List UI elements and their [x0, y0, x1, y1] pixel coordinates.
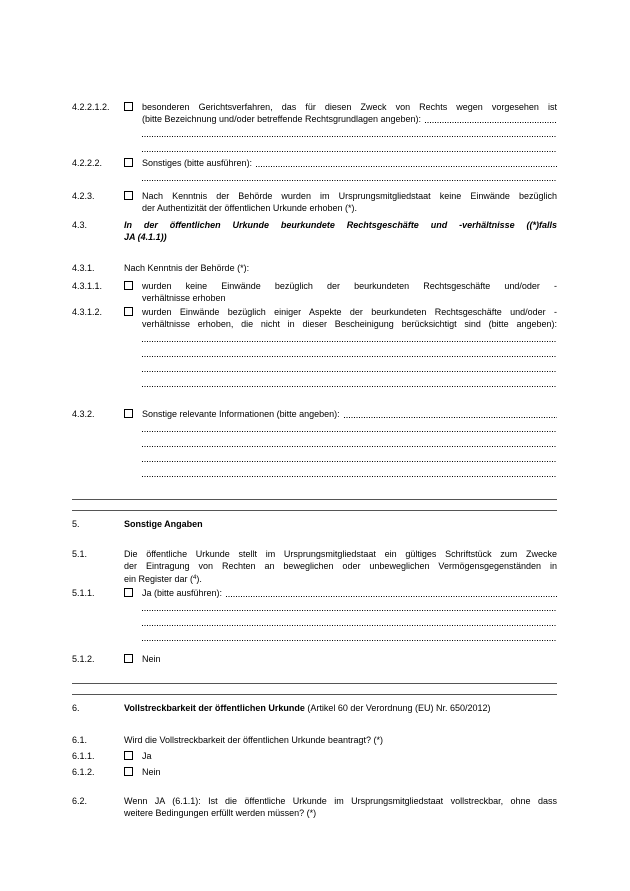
dotted-leader[interactable] — [425, 113, 557, 125]
item-text-line — [142, 653, 557, 665]
checkbox-5-1-2[interactable] — [124, 654, 133, 663]
item-content — [142, 157, 557, 184]
item-number: 4.2.2.1.2. — [72, 102, 110, 112]
dotted-input-line[interactable] — [142, 435, 557, 450]
separator-rule — [72, 683, 557, 684]
item-text-line — [142, 190, 557, 202]
item-content — [124, 518, 557, 530]
item-text: weitere Bedingungen erfüllt werden müssen? (*) — [124, 808, 317, 818]
item-content — [124, 548, 557, 585]
item-number: 4.3.1.1. — [72, 281, 103, 291]
dotted-leader[interactable] — [344, 408, 557, 420]
dotted-input-line[interactable] — [142, 614, 557, 629]
checkbox-4-2-2-2[interactable] — [124, 158, 133, 167]
form-item-4-3-1-1 — [72, 280, 557, 304]
form-item-4-3 — [72, 219, 557, 243]
item-number: 6. — [72, 703, 80, 713]
item-text: (bitte Bezeichnung und/oder betreffende Rechtsgrundlagen angeben): — [142, 114, 422, 124]
separator-rule — [72, 510, 557, 511]
checkbox-cell — [124, 280, 142, 290]
item-text: In der öffentlichen Urkunde beurkundete Rechtsgeschäfte und -verhältnisse ((*)falls — [124, 220, 557, 230]
form-item-6-1 — [72, 734, 557, 746]
checkbox-4-3-1-2[interactable] — [124, 307, 133, 316]
form-item-4-2-3 — [72, 190, 557, 214]
item-text-line — [142, 113, 557, 125]
dotted-input-line[interactable] — [142, 169, 557, 184]
item-text-line — [142, 306, 557, 318]
section-separator — [72, 683, 557, 695]
checkbox-cell — [124, 766, 142, 776]
item-number: 4.3.1. — [72, 263, 95, 273]
item-number: 5. — [72, 519, 80, 529]
form-item-6-1-2 — [72, 766, 557, 778]
item-text-line — [124, 572, 557, 585]
checkbox-cell — [124, 306, 142, 316]
item-text: Sonstige relevante Informationen (bitte angeben): — [142, 409, 340, 419]
item-content — [142, 408, 557, 480]
separator-rule — [72, 499, 557, 500]
item-content — [124, 219, 557, 243]
item-text: Nach Kenntnis der Behörde (*): — [124, 263, 250, 273]
item-content — [142, 587, 557, 644]
item-content — [142, 766, 557, 778]
item-text-line — [124, 807, 557, 819]
item-text-line — [124, 262, 557, 274]
checkbox-6-1-1[interactable] — [124, 751, 133, 760]
form-rows — [72, 101, 557, 819]
item-text: Nein — [142, 654, 161, 664]
dotted-input-line[interactable] — [142, 345, 557, 360]
checkbox-4-3-2[interactable] — [124, 409, 133, 418]
form-item-5-1 — [72, 548, 557, 585]
form-item-6-1-1 — [72, 750, 557, 762]
item-text: wurden Einwände bezüglich einiger Aspekte der beurkundeten Rechtsgeschäfte und/oder - — [142, 307, 557, 317]
checkbox-6-1-2[interactable] — [124, 767, 133, 776]
item-text-line — [142, 280, 557, 292]
form-item-5-1-2 — [72, 653, 557, 665]
checkbox-cell — [124, 190, 142, 200]
checkbox-5-1-1[interactable] — [124, 588, 133, 597]
dotted-input-line[interactable] — [142, 375, 557, 390]
dotted-input-line[interactable] — [142, 330, 557, 345]
item-text-line — [124, 702, 557, 714]
item-number: 5.1.2. — [72, 654, 95, 664]
item-text-line — [142, 750, 557, 762]
checkbox-cell — [124, 653, 142, 663]
checkbox-cell — [124, 408, 142, 418]
item-content — [142, 101, 557, 155]
item-number: 6.2. — [72, 796, 88, 806]
item-text: der Eintragung von Rechten an beweglichen oder unbeweglichen Vermögensgegenständen in — [124, 561, 557, 571]
item-content — [142, 280, 557, 304]
item-content — [142, 306, 557, 390]
form-item-4-2-2-1-2 — [72, 101, 557, 155]
item-content — [124, 702, 557, 714]
form-item-5 — [72, 518, 557, 530]
item-text: besonderen Gerichtsverfahren, das für diesen Zweck von Rechts wegen vorgesehen ist — [142, 102, 557, 112]
dotted-input-line[interactable] — [142, 450, 557, 465]
item-text: Ja — [142, 751, 152, 761]
item-text: Wenn JA (6.1.1): Ist die öffentliche Urkunde im Ursprungsmitgliedstaat vollstreckbar, ohne dass — [124, 796, 557, 806]
section-separator — [72, 499, 557, 511]
item-number: 6.1. — [72, 735, 88, 745]
item-text: Wird die Vollstreckbarkeit der öffentlichen Urkunde beantragt? (*) — [124, 735, 383, 745]
item-text-line — [142, 766, 557, 778]
checkbox-4-3-1-1[interactable] — [124, 281, 133, 290]
dotted-leader[interactable] — [256, 157, 557, 169]
item-text: Sonstige Angaben — [124, 519, 203, 529]
item-text: Vollstreckbarkeit der öffentlichen Urkunde (Artikel 60 der Verordnung (EU) Nr. 650/2012) — [124, 703, 491, 713]
checkbox-cell — [124, 587, 142, 597]
item-text-line — [142, 157, 557, 169]
form-item-6-2 — [72, 795, 557, 819]
item-content — [124, 795, 557, 819]
form-item-6 — [72, 702, 557, 714]
item-number: 4.2.2.2. — [72, 158, 103, 168]
item-text: ein Register dar ($^4$). — [124, 574, 202, 584]
item-text: Die öffentliche Urkunde stellt im Ursprungsmitgliedstaat ein gültiges Schriftstück zum Zwecke — [124, 549, 557, 559]
item-text-line — [124, 795, 557, 807]
item-number: 4.3.2. — [72, 409, 95, 419]
form-item-4-2-2-2 — [72, 157, 557, 184]
item-text-line — [124, 231, 557, 243]
item-content — [142, 653, 557, 665]
dotted-input-line[interactable] — [142, 599, 557, 614]
checkbox-4-2-3[interactable] — [124, 191, 133, 200]
checkbox-cell — [124, 157, 142, 167]
item-text: Nach Kenntnis der Behörde wurden im Ursprungsmitgliedstaat keine Einwände bezüglich — [142, 191, 557, 201]
item-text-line — [124, 518, 557, 530]
item-number: 5.1.1. — [72, 588, 95, 598]
item-text-line — [124, 548, 557, 560]
item-text: Ja (bitte ausführen): — [142, 588, 223, 598]
item-text-line — [142, 292, 557, 304]
item-text: Nein — [142, 767, 161, 777]
item-number: 4.3.1.2. — [72, 307, 103, 317]
checkbox-cell — [124, 750, 142, 760]
item-number: 4.3. — [72, 220, 88, 230]
item-content — [142, 190, 557, 214]
dotted-input-line[interactable] — [142, 140, 557, 155]
item-text-line — [142, 587, 557, 599]
form-item-4-3-1 — [72, 262, 557, 274]
item-number: 6.1.1. — [72, 751, 95, 761]
form-item-4-3-2 — [72, 408, 557, 480]
dotted-input-line[interactable] — [142, 420, 557, 435]
item-text: verhältnisse erhoben — [142, 293, 226, 303]
item-number: 6.1.2. — [72, 767, 95, 777]
item-text-line — [124, 219, 557, 231]
dotted-input-line[interactable] — [142, 125, 557, 140]
checkbox-cell — [124, 101, 142, 111]
item-text: Sonstiges (bitte ausführen): — [142, 158, 253, 168]
item-text-line — [142, 408, 557, 420]
item-text: der Authentizität der öffentlichen Urkunde erhoben (*). — [142, 203, 357, 213]
item-text-line — [142, 101, 557, 113]
item-text-line — [142, 202, 557, 214]
item-text: JA (4.1.1)) — [124, 232, 167, 242]
item-number: 4.2.3. — [72, 191, 95, 201]
dotted-leader[interactable] — [226, 587, 557, 599]
item-content — [124, 734, 557, 746]
item-text: verhältnisse erhoben, die nicht in dieser Bescheinigung berücksichtigt sind (bitte angeben): — [142, 319, 557, 329]
dotted-input-line[interactable] — [142, 465, 557, 480]
item-number: 5.1. — [72, 549, 88, 559]
item-content — [142, 750, 557, 762]
checkbox-4-2-2-1-2[interactable] — [124, 102, 133, 111]
item-text: wurden keine Einwände bezüglich der beurkundeten Rechtsgeschäfte und/oder - — [142, 281, 557, 291]
form-item-5-1-1 — [72, 587, 557, 644]
item-text-line — [124, 734, 557, 746]
separator-rule — [72, 694, 557, 695]
dotted-input-line[interactable] — [142, 629, 557, 644]
form-item-4-3-1-2 — [72, 306, 557, 390]
item-text-line — [124, 560, 557, 572]
item-content — [124, 262, 557, 274]
dotted-input-line[interactable] — [142, 360, 557, 375]
item-text-line — [142, 318, 557, 330]
